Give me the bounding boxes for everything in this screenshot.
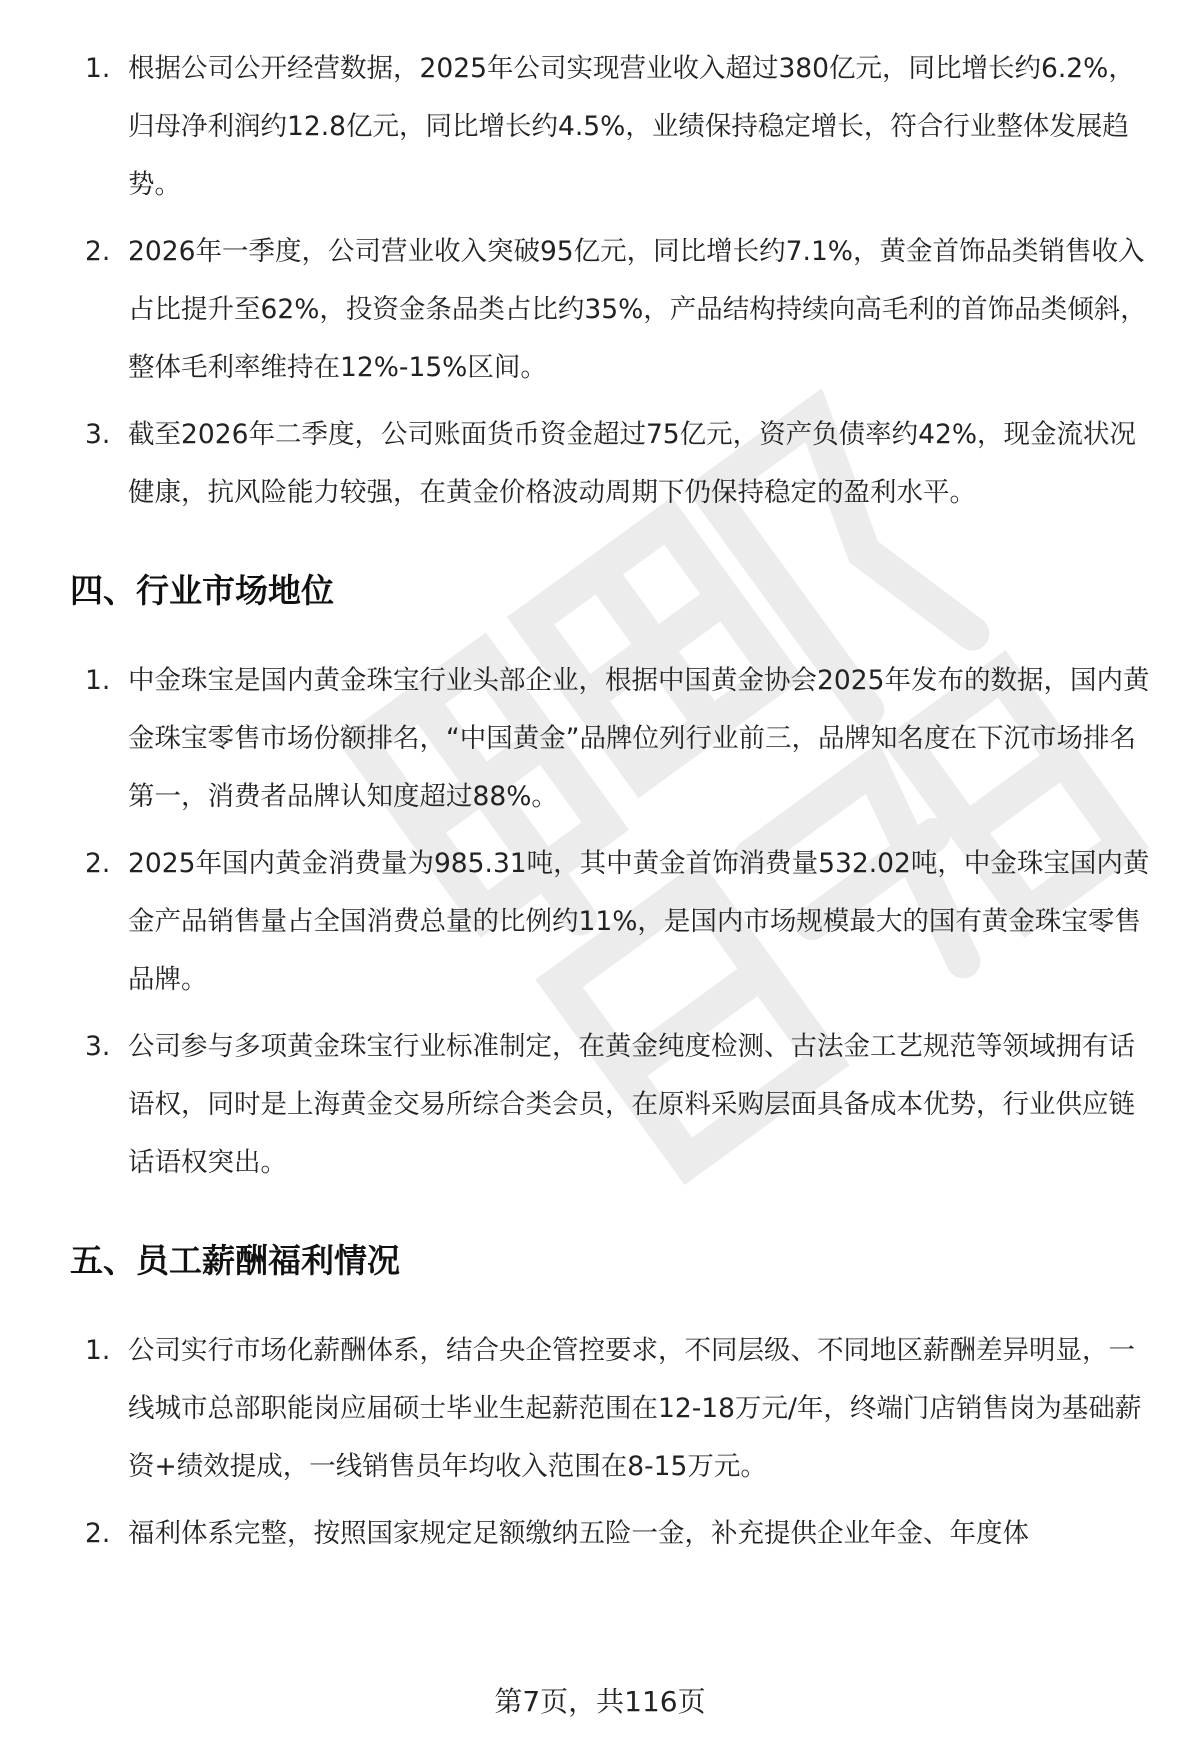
list-item-text: 截至2026年二季度，公司账面货币资金超过75亿元，资产负债率约42%，现金流状况健康，抗风险能力较强，在黄金价格波动周期下仍保持稳定的盈利水平。 — [128, 419, 1137, 508]
list-item — [70, 223, 1160, 397]
list-item-text: 中金珠宝是国内黄金珠宝行业头部企业，根据中国黄金协会2025年发布的数据，国内黄金珠宝零售市场份额排名，“中国黄金”品牌位列行业前三，品牌知名度在下沉市场排名第一，消费者品牌认知度超过88%。 — [128, 665, 1150, 812]
page-number: 第7页，共116页 — [494, 1685, 706, 1718]
list-item — [70, 1322, 1160, 1496]
list-item-text: 公司实行市场化薪酬体系，结合央企管控要求，不同层级、不同地区薪酬差异明显，一线城市总部职能岗应届硕士毕业生起薪范围在12-18万元/年，终端门店销售岗为基础薪资+绩效提成，一线销售员年均收入范围在8-15万元。 — [128, 1335, 1142, 1482]
list-item-text: 2026年一季度，公司营业收入突破95亿元，同比增长约7.1%，黄金首饰品类销售收入占比提升至62%，投资金条品类占比约35%，产品结构持续向高毛利的首饰品类倾斜，整体毛利率维持在12%-15%区间。 — [128, 236, 1147, 383]
market-position-list — [70, 652, 1160, 1192]
section-heading-market-position: 四、行业市场地位 — [70, 571, 334, 610]
document-content — [70, 40, 1160, 1572]
list-item-text: 公司参与多项黄金珠宝行业标准制定，在黄金纯度检测、古法金工艺规范等领域拥有话语权，同时是上海黄金交易所综合类会员，在原料采购层面具备成本优势，行业供应链话语权突出。 — [128, 1031, 1135, 1178]
list-item — [70, 835, 1160, 1009]
list-item — [70, 652, 1160, 826]
list-item-number: 3. — [85, 419, 111, 450]
list-item-number: 2. — [85, 1518, 111, 1549]
list-item-number: 1. — [85, 665, 111, 696]
list-item-text: 福利体系完整，按照国家规定足额缴纳五险一金，补充提供企业年金、年度体 — [128, 1518, 1029, 1549]
list-item-number: 1. — [85, 53, 111, 84]
list-item-text: 2025年国内黄金消费量为985.31吨，其中黄金首饰消费量532.02吨，中金珠宝国内黄金产品销售量占全国消费总量的比例约11%，是国内市场规模最大的国有黄金珠宝零售品牌。 — [128, 848, 1150, 995]
compensation-list — [70, 1322, 1160, 1563]
intro-list — [70, 40, 1160, 522]
list-item — [70, 1505, 1160, 1563]
list-item-number: 1. — [85, 1335, 111, 1366]
list-item-number: 3. — [85, 1031, 111, 1062]
section-heading-compensation: 五、员工薪酬福利情况 — [70, 1241, 400, 1280]
list-item-text: 根据公司公开经营数据，2025年公司实现营业收入超过380亿元，同比增长约6.2%，归母净利润约12.8亿元，同比增长约4.5%，业绩保持稳定增长，符合行业整体发展趋势。 — [128, 53, 1135, 200]
list-item — [70, 40, 1160, 214]
list-item — [70, 406, 1160, 522]
list-item-number: 2. — [85, 236, 111, 267]
list-item — [70, 1018, 1160, 1192]
list-item-number: 2. — [85, 848, 111, 879]
